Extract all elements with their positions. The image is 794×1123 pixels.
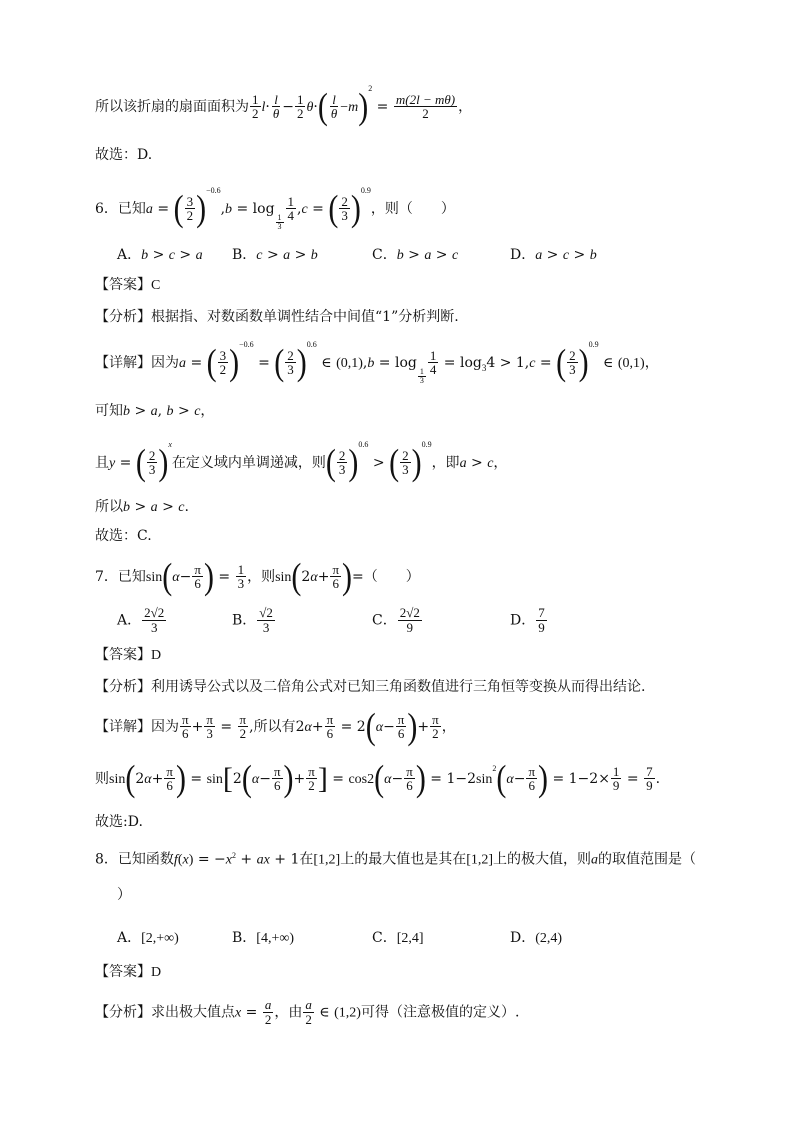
q7-option-d[interactable]: D． $\frac{7}{9}$ [510, 605, 545, 635]
q7-analysis: 【分析】利用诱导公式以及二倍角公式对已知三角函数值进行三角恒等变换从而得出结论. [95, 679, 646, 695]
q7-option-a[interactable]: A． $\frac{2√2}{3}$ [117, 605, 165, 635]
q6-know: 可知b > a, b > c， [95, 403, 215, 419]
q7-detail: 【详解】因为 $\frac{\pi}{6}$ + $\frac{\pi}{3}$ = $\frac{\pi}{2}$ ,所以有2α+ $\frac{\pi}{6}$ = 2(α− $\frac{\pi}{6}$ )+ $\frac{\pi}{2}$ ， [95, 705, 456, 747]
q6-option-a[interactable]: A．b > c > a [117, 247, 203, 263]
q7-option-c[interactable]: C． $\frac{2√2}{9}$ [372, 605, 420, 635]
q7-answer: 【答案】D [95, 647, 162, 663]
q6-answer: 【答案】C [95, 277, 161, 293]
q8-analysis: 【分析】求出极大值点x = $\frac{a}{2}$ ，由 $\frac{a}{2}$ ∈ (1,2)可得（注意极值的定义）. [95, 997, 520, 1027]
q8-option-d[interactable]: D．(2,4) [510, 930, 563, 946]
q8-option-a[interactable]: A．[2,+∞) [117, 930, 179, 946]
question-6: 6．已知a = ( $\frac{3}{2}$ )$^{-0.6}$,b = log $_{\frac{1}{3}}$ $\frac{1}{4}$ ,c = ( $\frac{2}{3}$ )$^{0.9}$，则（ ） [95, 186, 455, 232]
q6-so: 所以b > a > c. [95, 499, 189, 515]
question-8: 8．已知函数$f(x) = -x^2$ + ax + 1在[1,2]上的最大值也是其在[1,2]上的极大值，则a的取值范围是（ [95, 851, 697, 868]
question-7: 7．已知sin(α− $\frac{\pi}{6}$ ) = $\frac{1}{3}$ ，则sin(2α+ $\frac{\pi}{6}$ )=（ ） [95, 555, 420, 597]
q6-option-d[interactable]: D．a > c > b [510, 247, 597, 263]
q6-detail: 【详解】因为a = ( $\frac{3}{2}$ )$^{-0.6}$ = ( $\frac{2}{3}$ )$^{0.6}$ ∈ (0,1),b = log $_{\frac{1}{3}}$ $\frac{1}{4}$ = $\log_34 > 1,c$ = ( $\frac{2}{3}$ )$^{0.9}$ ∈ (0,1)， [95, 340, 659, 386]
answer-d-line: 故选：D. [95, 147, 153, 163]
q6-mono: 且y = ( $\frac{2}{3}$ )$^x$在定义域内单调递减，则( $\frac{2}{3}$ )$^{0.6}$ > ( $\frac{2}{3}$ )$^{0.9}$，即a > c， [95, 440, 508, 483]
q8-close: ） [117, 887, 131, 903]
q8-option-b[interactable]: B．[4,+∞) [232, 930, 294, 946]
q7-derivation: 则sin(2α+ $\frac{\pi}{6}$ ) = sin[2(α− $\frac{\pi}{6}$ )+ $\frac{\pi}{2}$ ] = cos2(α− $\frac{\pi}{6}$ ) = $1-2\sin^2(\alpha-$ $\frac{\pi}{6}$ ) = 1−2× $\frac{1}{9}$ = $\frac{7}{9}$ . [95, 757, 661, 799]
q7-option-b[interactable]: B． $\frac{√2}{3}$ [232, 605, 273, 635]
q6-option-c[interactable]: C．b > a > c [372, 247, 459, 263]
q8-option-c[interactable]: C．[2,4] [372, 930, 424, 946]
q6-end: 故选：C. [95, 528, 152, 544]
fan-area-line: 所以该折扇的扇面面积为 $\frac{1}{2}$ l· $\frac{l}{\theta}$ − $\frac{1}{2}$ θ·( $\frac{l}{\theta}$ −m)$^2$ = $\frac{m(2l - m\theta)}{2}$ ， [95, 84, 473, 127]
q6-analysis: 【分析】根据指、对数函数单调性结合中间值“1”分析判断. [95, 309, 459, 325]
q7-end: 故选:D. [95, 814, 143, 830]
q6-option-b[interactable]: B．c > a > b [232, 247, 318, 263]
q8-answer: 【答案】D [95, 964, 162, 980]
